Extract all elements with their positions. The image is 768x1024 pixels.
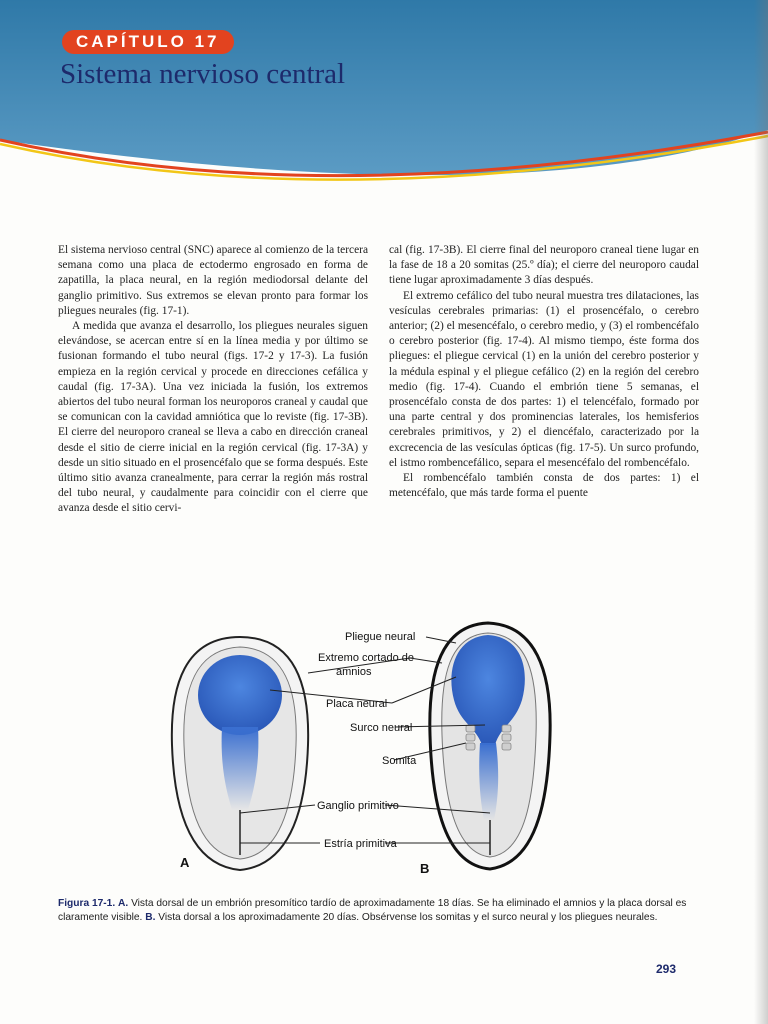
- panel-label-a: A: [180, 855, 190, 870]
- chapter-badge: CAPÍTULO 17: [62, 30, 234, 54]
- label-ganglio-primitivo: Ganglio primitivo: [317, 800, 399, 812]
- figure-embryo-illustration: [160, 615, 580, 885]
- paragraph: A medida que avanza el desarrollo, los pliegues neurales siguen elevándose, se acercan entre sí en la línea media y por último se fusionan formando el tubo neural (figs. 17-2 y 17-3). La fusión empieza en la región cervical y procede en direcciones cefálica y caudal (fig. 17-3A). Una vez iniciada la fusión, los extremos abiertos del tubo neural forman los neuroporos craneal y caudal que se comunican con la cavidad amniótica que lo reviste (fig. 17-3B). El cierre del neuroporo craneal se lleva a cabo en dirección craneal desde el sitio de cierre inicial en la región cervical (fig. 17-3A) y desde un sitio situado en el prosencéfalo que se forma después. Este último sitio avanza cranealmente, para cerrar la región más rostral del tubo neural, y caudalmente para coincidir con el cierre que avanza desde el sitio cervi-: [58, 320, 368, 515]
- embryo-a: [172, 637, 308, 870]
- text-column-left: [58, 243, 368, 517]
- label-pliegue-neural: Pliegue neural: [345, 631, 416, 643]
- label-estria-primitiva: Estría primitiva: [324, 838, 397, 850]
- paragraph: El extremo cefálico del tubo neural muestra tres dilataciones, las vesículas cerebrales primarias: (1) el prosencéfalo, o cerebro anterior; (2) el mesencéfalo, o cerebro medio, y (3) el rombencéfalo o cerebro posterior (fig. 17-4). Al mismo tiempo, éste forma dos pliegues: el pliegue cervical (1) en la unión del cerebro posterior y la médula espinal y el pliegue cefálico (2) en la región del cerebro medio (fig. 17-4). Cuando el embrión tiene 5 semanas, el prosencéfalo consta de dos partes: 1) el telencéfalo, formado por una parte central y dos prominencias laterales, los hemisferios cerebrales primitivos, y 2) el diencéfalo, caracterizado por la excrecencia de las vesículas ópticas (fig. 17-5). Un surco profundo, el istmo rombencefálico, separa el mesencéfalo del rombencéfalo.: [389, 289, 699, 469]
- caption-label: Figura 17-1.: [58, 898, 116, 909]
- label-placa-neural: Placa neural: [326, 698, 388, 710]
- caption-b-label: B.: [145, 912, 156, 923]
- caption-a-text: Vista dorsal de un embrión presomítico tardío de aproximadamente 18 días. Se ha eliminado el amnios y la placa dorsal es claramente visible.: [58, 898, 687, 923]
- panel-label-b: B: [420, 861, 430, 876]
- figure-caption: [58, 897, 698, 925]
- paragraph: El rombencéfalo también consta de dos partes: 1) el metencéfalo, que más tarde forma el puente: [389, 472, 699, 500]
- caption-b-text: Vista dorsal a los aproximadamente 20 días. Obsérvense los somitas y el surco neural y los pliegues neurales.: [158, 912, 658, 923]
- label-surco-neural: Surco neural: [350, 722, 413, 734]
- label-amnios: amnios: [336, 666, 372, 678]
- page-edge-shadow: [754, 0, 768, 1024]
- paragraph: cal (fig. 17-3B). El cierre final del neuroporo craneal tiene lugar en la fase de 18 a 20 somitas (25.º día); el cierre del neuroporo caudal tiene lugar aproximadamente 3 días después.: [389, 244, 699, 287]
- label-extremo-cortado: Extremo cortado de: [318, 652, 414, 664]
- caption-a-label: A.: [118, 898, 129, 909]
- embryo-b: [430, 623, 550, 869]
- label-somita: Somita: [382, 755, 417, 767]
- chapter-title: Sistema nervioso central: [60, 58, 346, 90]
- page-number: 293: [656, 962, 677, 976]
- paragraph: El sistema nervioso central (SNC) aparece al comienzo de la tercera semana como una placa de ectodermo engrosado en forma de zapatilla, la placa neural, en la región mediodorsal delante del ganglio primitivo. Sus extremos se elevan pronto para formar los pliegues neurales (fig. 17-1).: [58, 244, 368, 317]
- text-column-right: [389, 243, 699, 501]
